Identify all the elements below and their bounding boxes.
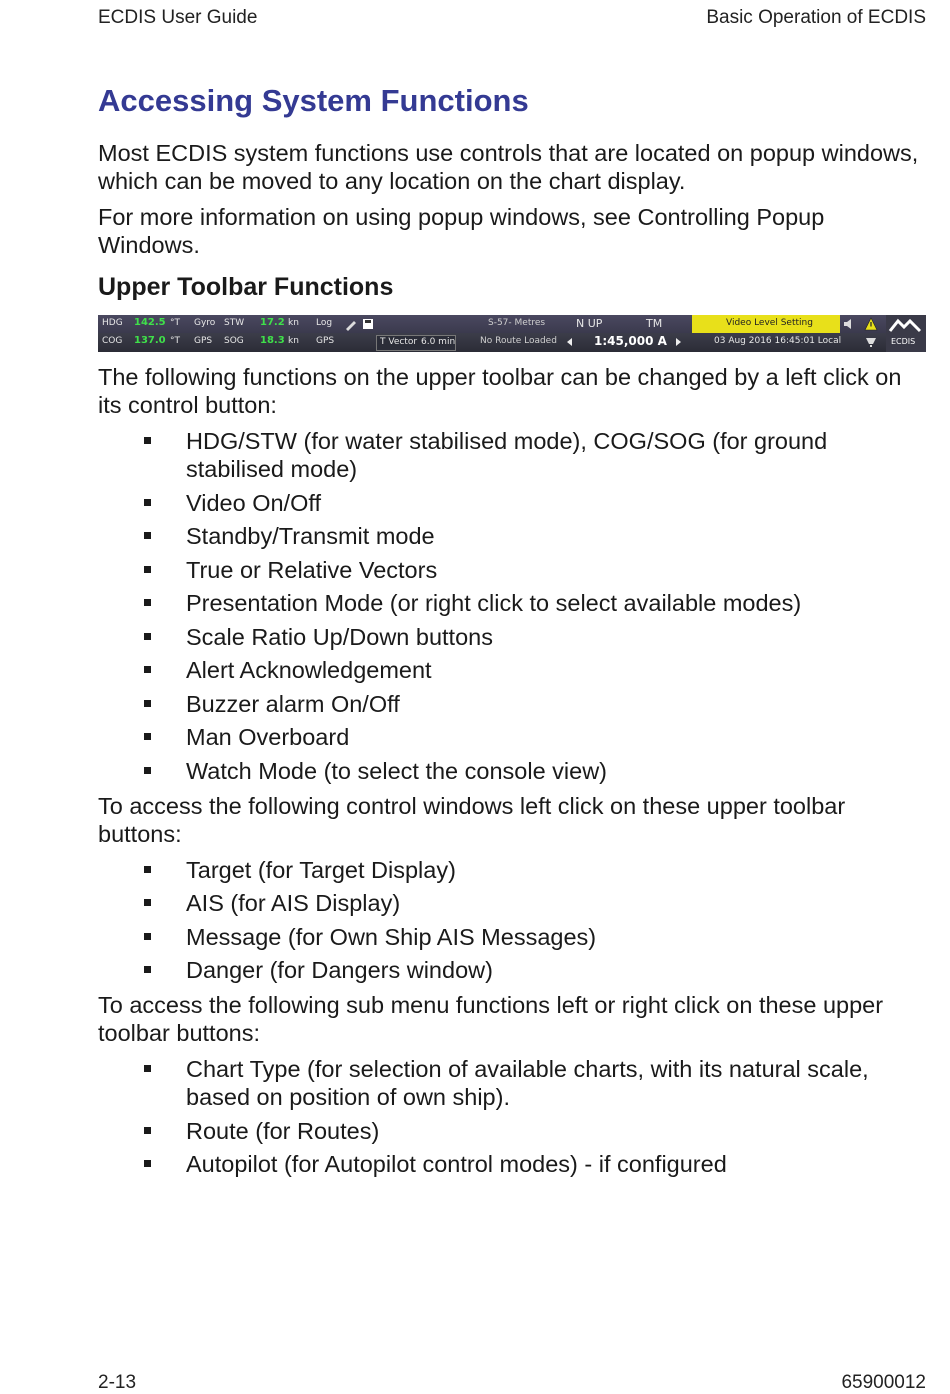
- save-icon: [361, 317, 375, 331]
- stw-value: 17.2: [260, 317, 285, 328]
- list-item: Autopilot (for Autopilot control modes) - if configured: [98, 1150, 926, 1178]
- motion-mode: TM: [646, 317, 663, 330]
- page-content: [98, 82, 926, 1185]
- list-item: Video On/Off: [98, 489, 926, 517]
- date-time: 03 Aug 2016 16:45:01 Local: [714, 336, 842, 346]
- cog-unit: °T: [170, 336, 180, 346]
- sog-unit: kn: [288, 336, 299, 346]
- section-title: Upper Toolbar Functions: [98, 273, 394, 301]
- warning-icon: [864, 317, 878, 331]
- cog-label: COG: [102, 336, 123, 346]
- changeable-list: [98, 427, 926, 785]
- document-number: 65900012: [841, 1372, 926, 1393]
- video-level-setting: [692, 315, 840, 333]
- speaker-icon: [842, 317, 856, 331]
- orientation-mode: N UP: [576, 317, 603, 330]
- buzzer-icon: [864, 336, 878, 350]
- windows-intro: To access the following control windows left click on these upper toolbar buttons:: [98, 792, 846, 847]
- list-item: Watch Mode (to select the console view): [98, 757, 926, 785]
- sog-label: SOG: [224, 336, 244, 346]
- list-item: True or Relative Vectors: [98, 556, 926, 584]
- list-item: Message (for Own Ship AIS Messages): [98, 923, 926, 951]
- log-button: Log: [316, 318, 333, 328]
- chevron-left-icon: [564, 336, 578, 350]
- list-item: Standby/Transmit mode: [98, 522, 926, 550]
- sog-value: 18.3: [260, 335, 285, 346]
- changeable-intro: The following functions on the upper toolbar can be changed by a left click on its control button:: [98, 364, 902, 418]
- intro-paragraph-1: Most ECDIS system functions use controls that are located on popup windows, which can be moved to any location on the chart display.: [98, 140, 919, 194]
- route-status: No Route Loaded: [480, 336, 557, 346]
- edit-icon: [344, 317, 358, 331]
- list-item: Route (for Routes): [98, 1117, 926, 1145]
- cog-value: 137.0: [134, 335, 166, 346]
- header-section: Basic Operation of ECDIS: [706, 7, 926, 28]
- ecdis-logo: [886, 315, 926, 352]
- vector-box: [376, 335, 456, 351]
- page-title: Accessing System Functions: [98, 83, 529, 118]
- list-item: Chart Type (for selection of available charts, with its natural scale, based on position of own ship).: [98, 1055, 926, 1111]
- gps-button-2: GPS: [316, 336, 335, 346]
- toolbar-row-top: [98, 315, 926, 333]
- intro-paragraph-2: For more information on using popup windows, see Controlling Popup Windows.: [98, 204, 825, 258]
- gps-button-1: GPS: [194, 336, 213, 346]
- chevron-right-icon: [672, 336, 686, 350]
- toolbar-row-bottom: [98, 333, 926, 352]
- video-level-label: Video Level Setting: [726, 318, 813, 328]
- list-item: Buzzer alarm On/Off: [98, 690, 926, 718]
- list-item: Danger (for Dangers window): [98, 956, 926, 984]
- list-item: Presentation Mode (or right click to select available modes): [98, 589, 926, 617]
- vector-label: T Vector: [380, 337, 418, 347]
- submenu-list: [98, 1055, 926, 1178]
- upper-toolbar-figure: [98, 315, 926, 352]
- logo-text: ECDIS: [891, 337, 916, 346]
- list-item: Target (for Target Display): [98, 856, 926, 884]
- hdg-value: 142.5: [134, 317, 166, 328]
- submenu-intro: To access the following sub menu functions left or right click on these upper toolbar buttons:: [98, 992, 884, 1046]
- list-item: Scale Ratio Up/Down buttons: [98, 623, 926, 651]
- windows-list: [98, 856, 926, 985]
- list-item: Man Overboard: [98, 723, 926, 751]
- gyro-button: Gyro: [194, 318, 216, 328]
- stw-label: STW: [224, 318, 245, 328]
- list-item: AIS (for AIS Display): [98, 889, 926, 917]
- header-title: ECDIS User Guide: [98, 7, 258, 28]
- page-number: 2-13: [98, 1372, 137, 1393]
- hdg-label: HDG: [102, 318, 123, 328]
- hdg-unit: °T: [170, 318, 180, 328]
- list-item: HDG/STW (for water stabilised mode), COG/SOG (for ground stabilised mode): [98, 427, 926, 483]
- stw-unit: kn: [288, 318, 299, 328]
- scale-ratio: 1:45,000 A: [594, 334, 667, 348]
- chart-units: S-57- Metres: [488, 318, 546, 328]
- list-item: Alert Acknowledgement: [98, 656, 926, 684]
- vector-time: 6.0 min: [421, 337, 456, 347]
